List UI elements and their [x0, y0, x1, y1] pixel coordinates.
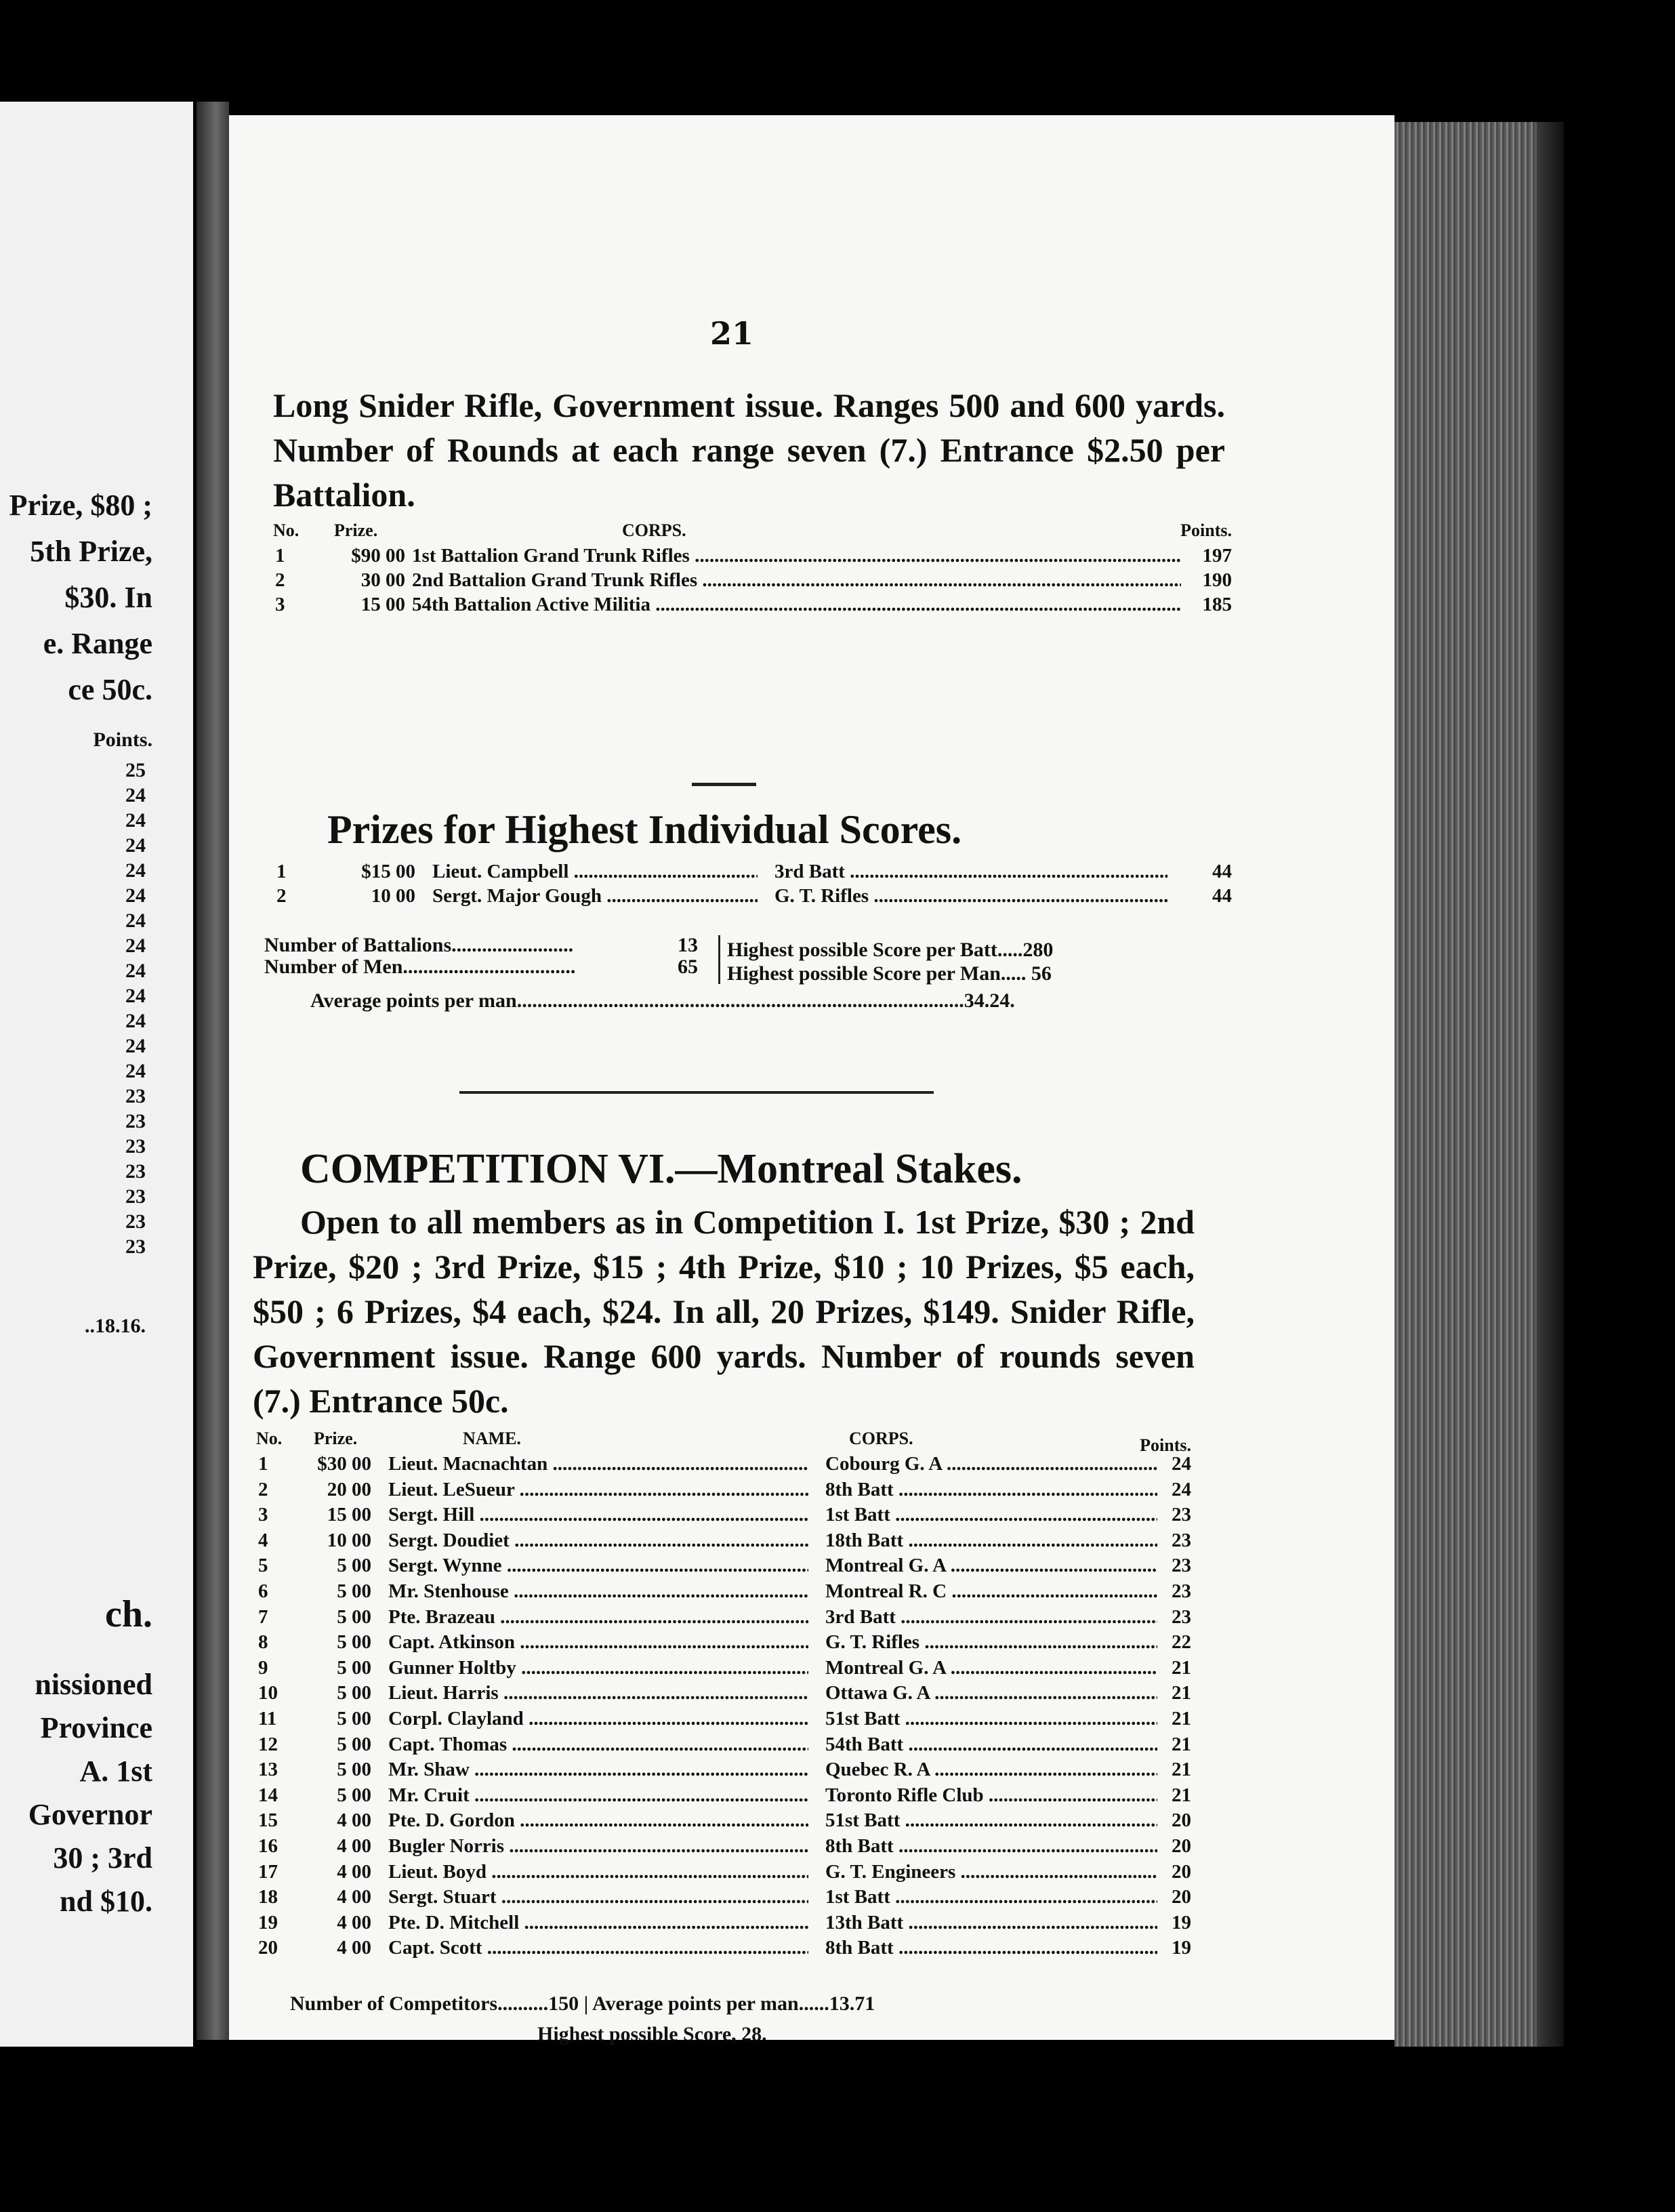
row-name: Pte. D. Gordon .....: [388, 1809, 808, 1832]
header-prize: Prize.: [314, 1429, 358, 1448]
left-point-value: 24: [125, 834, 146, 857]
row-prize: 5 00: [337, 1707, 371, 1729]
row-name: Sergt. Major Gough .....: [432, 885, 758, 907]
row-corps: Toronto Rifle Club .....: [825, 1784, 1157, 1807]
row-corps: 8th Batt .....: [825, 1937, 1157, 1959]
row-no: 17: [258, 1860, 278, 1883]
row-prize: 5 00: [337, 1580, 371, 1602]
row-name: Lieut. Macnachtan .....: [388, 1453, 808, 1475]
row-points: 19: [1172, 1937, 1191, 1959]
battalion-rows: [270, 545, 1232, 618]
row-prize: 10 00: [327, 1529, 371, 1551]
row-prize: $15 00: [361, 861, 415, 882]
row-prize: $30 00: [317, 1453, 371, 1475]
row-no: 9: [258, 1656, 268, 1679]
row-corps: 18th Batt .....: [825, 1530, 1157, 1552]
row-corps: G. T. Engineers .....: [825, 1861, 1157, 1883]
competitors-label: Number of Competitors: [290, 1992, 498, 2015]
table-row: [253, 1937, 1191, 1963]
row-corps: G. T. Rifles .....: [825, 1631, 1157, 1654]
left-point-value: 23: [125, 1210, 146, 1233]
left-point-value: 23: [125, 1135, 146, 1158]
header-name: NAME.: [463, 1429, 521, 1448]
row-points: 22: [1172, 1631, 1191, 1654]
row-corps: Montreal R. C .....: [825, 1580, 1157, 1603]
competition-table: [253, 1429, 1191, 1963]
competition-rows: [253, 1453, 1191, 1963]
row-corps: 3rd Batt .....: [774, 861, 1167, 883]
table-row: [253, 1861, 1191, 1887]
left-point-value: 23: [125, 1235, 146, 1258]
table-row: [253, 1631, 1191, 1657]
row-name: Sergt. Wynne .....: [388, 1555, 808, 1577]
short-rule: [692, 783, 756, 786]
row-corps: 51st Batt .....: [825, 1809, 1157, 1832]
row-no: 3: [275, 594, 285, 615]
book-gutter: [197, 102, 229, 2040]
left-point-value: 23: [125, 1110, 146, 1132]
row-name: Lieut. LeSueur .....: [388, 1479, 808, 1501]
header-no: No.: [256, 1429, 283, 1448]
row-corps: Montreal G. A .....: [825, 1555, 1157, 1577]
row-name: Pte. Brazeau .....: [388, 1606, 808, 1629]
row-prize: $90 00: [351, 545, 405, 567]
row-no: 11: [258, 1707, 277, 1729]
row-points: 44: [1212, 861, 1232, 882]
table-row: [253, 1835, 1191, 1861]
row-corps: Montreal G. A .....: [825, 1657, 1157, 1679]
row-corps: 1st Batt .....: [825, 1504, 1157, 1526]
left-lower-line: Governor: [28, 1798, 152, 1831]
left-point-value: 24: [125, 809, 146, 832]
row-points: 21: [1172, 1682, 1191, 1704]
row-prize: 5 00: [337, 1784, 371, 1806]
highest-score-note: Highest possible Score, 28.: [537, 2023, 767, 2045]
table-row: [253, 1453, 1191, 1479]
table-row: [253, 1479, 1191, 1504]
left-point-value: 24: [125, 1010, 146, 1032]
left-point-value: 24: [125, 909, 146, 932]
row-prize: 5 00: [337, 1682, 371, 1704]
header-points: Points.: [1180, 520, 1232, 540]
row-name: Corpl. Clayland .....: [388, 1708, 808, 1730]
header-prize: Prize.: [334, 520, 378, 540]
left-average: ..18.16.: [85, 1315, 146, 1337]
table-row: [270, 861, 1232, 885]
row-prize: 4 00: [337, 1937, 371, 1959]
left-text-line: 5th Prize,: [30, 535, 152, 568]
row-no: 7: [258, 1605, 268, 1628]
left-lower-line: 30 ; 3rd: [53, 1841, 152, 1875]
table-row: [253, 1886, 1191, 1912]
row-corps: 8th Batt .....: [825, 1479, 1157, 1501]
row-name: Mr. Shaw .....: [388, 1759, 808, 1781]
left-text-line: $30. In: [64, 581, 152, 614]
table-row: [270, 545, 1232, 569]
row-prize: 5 00: [337, 1631, 371, 1654]
row-points: 20: [1172, 1835, 1191, 1857]
row-name: Lieut. Campbell .....: [432, 861, 758, 883]
comp-average-label: Average points per man: [592, 1992, 799, 2015]
row-no: 1: [276, 861, 287, 882]
competitors-value: 150: [548, 1992, 579, 2015]
left-point-value: 23: [125, 1160, 146, 1183]
row-name: Pte. D. Mitchell .....: [388, 1912, 808, 1934]
left-point-value: 23: [125, 1085, 146, 1107]
left-point-value: 24: [125, 935, 146, 957]
left-point-value: 24: [125, 960, 146, 982]
row-no: 4: [258, 1529, 268, 1551]
row-no: 13: [258, 1759, 278, 1781]
row-corps: 1st Batt .....: [825, 1886, 1157, 1908]
battalions-label: Number of Battalions: [264, 934, 452, 956]
row-prize: 5 00: [337, 1605, 371, 1628]
row-corps: Ottawa G. A .....: [825, 1682, 1157, 1704]
row-corps: 8th Batt .....: [825, 1835, 1157, 1858]
header-corps: CORPS.: [849, 1429, 913, 1448]
row-name: Lieut. Boyd .....: [388, 1861, 808, 1883]
row-name: Capt. Thomas .....: [388, 1734, 808, 1756]
row-prize: 4 00: [337, 1835, 371, 1857]
row-name: Sergt. Hill .....: [388, 1504, 808, 1526]
header-corps: CORPS.: [622, 520, 686, 540]
table-row: [270, 569, 1232, 594]
row-points: 21: [1172, 1656, 1191, 1679]
row-corps: 13th Batt .....: [825, 1912, 1157, 1934]
table-row: [253, 1708, 1191, 1734]
row-prize: 30 00: [360, 569, 405, 591]
table-row: [253, 1912, 1191, 1938]
row-name: Mr. Cruit .....: [388, 1784, 808, 1807]
row-corps: 51st Batt .....: [825, 1708, 1157, 1730]
row-no: 1: [258, 1453, 268, 1475]
battalions-value: 13: [678, 934, 698, 956]
row-prize: 5 00: [337, 1555, 371, 1577]
row-corps: 1st Battalion Grand Trunk Rifles .....: [412, 545, 1181, 567]
page-number: 21: [710, 315, 754, 352]
row-points: 21: [1172, 1707, 1191, 1729]
left-point-value: 24: [125, 1060, 146, 1082]
row-points: 19: [1172, 1911, 1191, 1933]
table-header: [270, 520, 1232, 545]
left-lower-line: A. 1st: [79, 1755, 152, 1788]
row-no: 3: [258, 1504, 268, 1526]
row-corps: 3rd Batt .....: [825, 1606, 1157, 1629]
row-points: 190: [1202, 569, 1232, 591]
battalion-table: [270, 520, 1232, 618]
average-stat: Average points per man........................................................................................34.24.: [310, 989, 1015, 1012]
row-points: 20: [1172, 1886, 1191, 1908]
row-prize: 15 00: [327, 1504, 371, 1526]
left-facing-page: [0, 102, 193, 2047]
average-label: Average points per man: [310, 989, 517, 1012]
table-row: [253, 1530, 1191, 1555]
individual-heading: Prizes for Highest Individual Scores.: [327, 807, 962, 852]
row-points: 23: [1172, 1529, 1191, 1551]
left-point-value: 24: [125, 985, 146, 1007]
row-no: 20: [258, 1937, 278, 1959]
row-points: 21: [1172, 1784, 1191, 1806]
table-row: [253, 1606, 1191, 1632]
left-point-value: 24: [125, 884, 146, 907]
book-page: [229, 115, 1394, 2045]
row-name: Gunner Holtby .....: [388, 1657, 808, 1679]
row-points: 23: [1172, 1580, 1191, 1602]
individual-table: [270, 861, 1232, 909]
row-no: 2: [258, 1478, 268, 1500]
row-prize: 5 00: [337, 1656, 371, 1679]
high-man-label: Highest possible Score per Man: [727, 962, 1001, 985]
row-corps: Cobourg G. A .....: [825, 1453, 1157, 1475]
row-no: 15: [258, 1809, 278, 1832]
competition-heading: COMPETITION VI.—Montreal Stakes.: [300, 1146, 1022, 1192]
table-row: [253, 1682, 1191, 1708]
men-label: Number of Men: [264, 956, 403, 978]
high-batt-label: Highest possible Score per Batt: [727, 939, 997, 961]
row-points: 23: [1172, 1504, 1191, 1526]
row-no: 1: [275, 545, 285, 567]
row-name: Sergt. Doudiet .....: [388, 1530, 808, 1552]
row-prize: 20 00: [327, 1478, 371, 1500]
row-no: 14: [258, 1784, 278, 1806]
header-no: No.: [273, 520, 299, 540]
stats-divider: [718, 935, 720, 984]
row-points: 44: [1212, 885, 1232, 907]
comp-average-value: 13.71: [829, 1992, 875, 2015]
left-text-line: Prize, $80 ;: [9, 489, 152, 522]
section-rule: [459, 1091, 934, 1094]
row-no: 2: [275, 569, 285, 591]
row-corps: 2nd Battalion Grand Trunk Rifles .....: [412, 569, 1181, 592]
table-row: [253, 1504, 1191, 1530]
page-edges: [1394, 122, 1564, 2047]
table-row: [253, 1784, 1191, 1810]
average-value: 34.24.: [964, 989, 1015, 1012]
individual-rows: [270, 861, 1232, 909]
row-no: 8: [258, 1631, 268, 1654]
high-man-stat: Highest possible Score per Man..... 56: [727, 962, 1052, 985]
left-text-line: ce 50c.: [68, 673, 152, 706]
left-point-value: 24: [125, 784, 146, 806]
row-no: 16: [258, 1835, 278, 1857]
left-lower-line: nissioned: [35, 1668, 152, 1701]
table-row: [270, 885, 1232, 909]
row-prize: 5 00: [337, 1733, 371, 1755]
table-row: [270, 594, 1232, 618]
row-points: 20: [1172, 1809, 1191, 1832]
row-points: 21: [1172, 1759, 1191, 1781]
left-points-header: Points.: [93, 729, 152, 751]
row-name: Sergt. Stuart .....: [388, 1886, 808, 1908]
row-name: Lieut. Harris .....: [388, 1682, 808, 1704]
row-prize: 4 00: [337, 1911, 371, 1933]
left-point-value: 24: [125, 859, 146, 882]
high-batt-value: 280: [1022, 939, 1054, 961]
row-corps: 54th Battalion Active Militia .....: [412, 594, 1181, 616]
high-batt-stat: Highest possible Score per Batt.....280: [727, 939, 1054, 961]
row-corps: Quebec R. A .....: [825, 1759, 1157, 1781]
competition-paragraph: Open to all members as in Competition I. 1st Prize, $30 ; 2nd Prize, $20 ; 3rd Prize, $15 ; 4th Prize, $10 ; 10 Prizes, $5 each, $50 ; 6 Prizes, $4 each, $24. In all, 20 Prizes, $149. Snider Rifle, Government issue. Range 600 yards. Number of rounds seven (7.) Entrance 50c.: [253, 1203, 1195, 1420]
intro-paragraph: Long Snider Rifle, Government issue. Ranges 500 and 600 yards. Number of Rounds at each range seven (7.) Entrance $2.50 per Battalion.: [273, 386, 1225, 514]
table-header: [253, 1429, 1191, 1453]
row-no: 5: [258, 1555, 268, 1577]
left-point-value: 23: [125, 1185, 146, 1208]
row-name: Capt. Scott .....: [388, 1937, 808, 1959]
row-points: 24: [1172, 1453, 1191, 1475]
table-row: [253, 1734, 1191, 1759]
left-lower-line: nd $10.: [60, 1885, 152, 1918]
table-row: [253, 1809, 1191, 1835]
row-prize: 4 00: [337, 1886, 371, 1908]
row-points: 23: [1172, 1555, 1191, 1577]
row-prize: 4 00: [337, 1860, 371, 1883]
row-prize: 15 00: [360, 594, 405, 615]
row-no: 18: [258, 1886, 278, 1908]
left-lower-line: Province: [40, 1711, 152, 1744]
left-point-value: 25: [125, 759, 146, 781]
row-name: Mr. Stenhouse .....: [388, 1580, 808, 1603]
row-no: 10: [258, 1682, 278, 1704]
table-row: [253, 1555, 1191, 1580]
row-name: Bugler Norris .....: [388, 1835, 808, 1858]
row-points: 21: [1172, 1733, 1191, 1755]
row-name: Capt. Atkinson .....: [388, 1631, 808, 1654]
men-stat: Number of Men.................................. 65: [264, 956, 698, 978]
table-row: [253, 1759, 1191, 1784]
table-row: [253, 1580, 1191, 1606]
row-corps: G. T. Rifles .....: [774, 885, 1167, 907]
men-value: 65: [678, 956, 698, 978]
row-points: 23: [1172, 1605, 1191, 1628]
competitors-summary: Number of Competitors..........150 | Average points per man......13.71: [290, 1992, 875, 2015]
left-heading-fragment: ch.: [105, 1593, 152, 1635]
row-no: 19: [258, 1911, 278, 1933]
row-points: 197: [1202, 545, 1232, 567]
row-points: 24: [1172, 1478, 1191, 1500]
left-point-value: 24: [125, 1035, 146, 1057]
left-text-line: e. Range: [43, 627, 152, 660]
high-man-value: 56: [1031, 962, 1052, 985]
battalions-stat: Number of Battalions........................ 13: [264, 934, 698, 956]
row-prize: 4 00: [337, 1809, 371, 1832]
row-corps: 54th Batt .....: [825, 1734, 1157, 1756]
row-no: 2: [276, 885, 287, 907]
row-prize: 10 00: [371, 885, 415, 907]
row-no: 12: [258, 1733, 278, 1755]
table-row: [253, 1657, 1191, 1683]
row-points: 20: [1172, 1860, 1191, 1883]
row-prize: 5 00: [337, 1759, 371, 1781]
row-no: 6: [258, 1580, 268, 1602]
header-points: Points.: [1140, 1435, 1191, 1455]
row-points: 185: [1202, 594, 1232, 615]
